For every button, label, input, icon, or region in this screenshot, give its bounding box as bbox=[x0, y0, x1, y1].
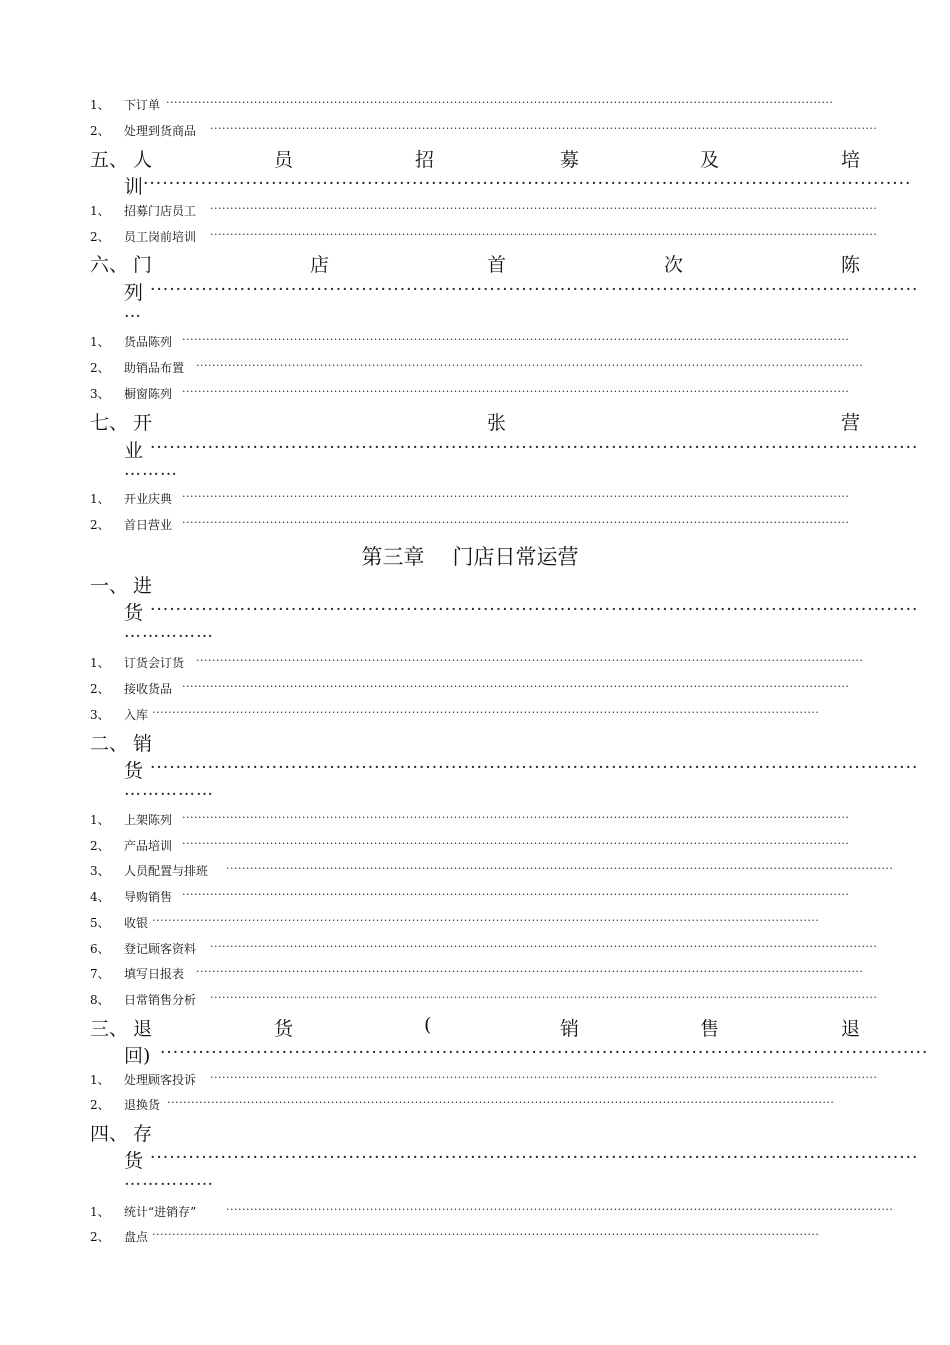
section-number: 二、 bbox=[90, 733, 129, 755]
toc-item bbox=[0, 1096, 950, 1114]
leader-dots: ······································································································································································· bbox=[166, 96, 834, 109]
heading-char: 培 bbox=[841, 149, 861, 171]
leader-dots: ······································································································································································· bbox=[196, 654, 864, 667]
item-label: 橱窗陈列 bbox=[124, 387, 173, 401]
section-number: 六、 bbox=[90, 254, 129, 276]
item-label: 下订单 bbox=[124, 98, 161, 112]
item-label: 日常销售分析 bbox=[124, 993, 197, 1007]
leader-dots-continued: … bbox=[124, 302, 142, 322]
chapter-number: 第三章 bbox=[361, 545, 425, 569]
toc-item bbox=[0, 1228, 950, 1246]
toc-item bbox=[0, 359, 950, 377]
heading-char: 次 bbox=[664, 254, 684, 276]
heading-char: 人 bbox=[133, 149, 153, 171]
item-number: 8、 bbox=[90, 993, 110, 1007]
heading-char: 及 bbox=[700, 149, 720, 171]
toc-item bbox=[0, 940, 950, 958]
toc-item bbox=[0, 516, 950, 534]
item-label: 上架陈列 bbox=[124, 813, 173, 827]
leader-dots: ························································································································ bbox=[150, 1148, 919, 1168]
leader-dots: ························································································································ bbox=[143, 174, 912, 194]
toc-item bbox=[0, 680, 950, 698]
toc-item bbox=[0, 811, 950, 829]
item-number: 1、 bbox=[90, 1205, 110, 1219]
item-label: 产品培训 bbox=[124, 839, 173, 853]
item-label: 助销品布置 bbox=[124, 361, 185, 375]
leader-dots-continued: …………… bbox=[124, 1170, 214, 1190]
item-number: 3、 bbox=[90, 864, 110, 878]
toc-item bbox=[0, 862, 950, 880]
item-label: 统计“进销存” bbox=[124, 1205, 197, 1219]
heading-char: 进 bbox=[133, 575, 153, 597]
section-number: 三、 bbox=[90, 1018, 129, 1040]
toc-item bbox=[0, 914, 950, 932]
toc-item bbox=[0, 490, 950, 508]
toc-item bbox=[0, 706, 950, 724]
heading-char: 销 bbox=[560, 1018, 580, 1040]
leader-dots: ······································································································································································· bbox=[226, 862, 894, 875]
leader-dots: ······································································································································································· bbox=[196, 965, 864, 978]
heading-char: 店 bbox=[310, 254, 330, 276]
leader-dots: ······································································································································································· bbox=[182, 837, 850, 850]
item-number: 2、 bbox=[90, 124, 110, 138]
leader-dots-continued: ……… bbox=[124, 460, 178, 480]
leader-dots: ······································································································································································· bbox=[182, 811, 850, 824]
item-label: 退换货 bbox=[124, 1098, 161, 1112]
heading-char: 陈 bbox=[841, 254, 861, 276]
leader-dots: ························································································································ bbox=[160, 1043, 929, 1063]
heading-char: 员 bbox=[274, 149, 294, 171]
heading-char: 售 bbox=[700, 1018, 720, 1040]
leader-dots: ······································································································································································· bbox=[210, 122, 878, 135]
item-number: 1、 bbox=[90, 335, 110, 349]
item-label: 招募门店员工 bbox=[124, 204, 197, 218]
item-number: 6、 bbox=[90, 942, 110, 956]
heading-char: 营 bbox=[841, 412, 861, 434]
leader-dots: ······································································································································································· bbox=[167, 1096, 835, 1109]
leader-dots: ······································································································································································· bbox=[182, 333, 850, 346]
heading-tail: 回) bbox=[124, 1045, 151, 1067]
toc-item bbox=[0, 991, 950, 1009]
heading-char: 货 bbox=[274, 1018, 294, 1040]
heading-char: 开 bbox=[133, 412, 153, 434]
leader-dots: ······································································································································································· bbox=[210, 228, 878, 241]
heading-char: ( bbox=[424, 1014, 432, 1036]
item-number: 2、 bbox=[90, 518, 110, 532]
leader-dots: ························································································································ bbox=[150, 280, 919, 300]
heading-tail: 货 bbox=[124, 602, 144, 624]
heading-char: 招 bbox=[415, 149, 435, 171]
item-label: 订货会订货 bbox=[124, 656, 185, 670]
leader-dots: ······································································································································································· bbox=[210, 202, 878, 215]
item-label: 入库 bbox=[124, 708, 149, 722]
chapter-name: 门店日常运营 bbox=[452, 545, 579, 569]
leader-dots: ······································································································································································· bbox=[152, 1228, 820, 1241]
item-number: 2、 bbox=[90, 1098, 110, 1112]
item-label: 接收货品 bbox=[124, 682, 173, 696]
item-label: 导购销售 bbox=[124, 890, 173, 904]
item-number: 3、 bbox=[90, 708, 110, 722]
leader-dots: ························································································································ bbox=[150, 600, 919, 620]
item-label: 处理到货商品 bbox=[124, 124, 197, 138]
section-number: 四、 bbox=[90, 1123, 129, 1145]
item-label: 处理顾客投诉 bbox=[124, 1073, 197, 1087]
item-number: 2、 bbox=[90, 839, 110, 853]
toc-item bbox=[0, 1071, 950, 1089]
item-label: 货品陈列 bbox=[124, 335, 173, 349]
heading-tail: 训 bbox=[124, 176, 144, 198]
leader-dots: ························································································································ bbox=[150, 438, 919, 458]
heading-char: 存 bbox=[133, 1123, 153, 1145]
toc-item bbox=[0, 122, 950, 140]
leader-dots: ······································································································································································· bbox=[226, 1203, 894, 1216]
heading-char: 首 bbox=[487, 254, 507, 276]
toc-item bbox=[0, 654, 950, 672]
item-label: 收银 bbox=[124, 916, 149, 930]
leader-dots: ······································································································································································· bbox=[182, 385, 850, 398]
item-label: 员工岗前培训 bbox=[124, 230, 197, 244]
toc-item bbox=[0, 965, 950, 983]
item-number: 1、 bbox=[90, 492, 110, 506]
item-number: 2、 bbox=[90, 361, 110, 375]
item-number: 4、 bbox=[90, 890, 110, 904]
heading-char: 退 bbox=[133, 1018, 153, 1040]
heading-tail: 业 bbox=[124, 440, 144, 462]
heading-tail: 列 bbox=[124, 282, 144, 304]
heading-char: 退 bbox=[841, 1018, 861, 1040]
item-label: 盘点 bbox=[124, 1230, 149, 1244]
section-number: 五、 bbox=[90, 149, 129, 171]
item-number: 1、 bbox=[90, 98, 110, 112]
item-number: 3、 bbox=[90, 387, 110, 401]
item-label: 开业庆典 bbox=[124, 492, 173, 506]
item-label: 首日营业 bbox=[124, 518, 173, 532]
heading-tail: 货 bbox=[124, 760, 144, 782]
leader-dots: ······································································································································································· bbox=[182, 680, 850, 693]
item-number: 1、 bbox=[90, 813, 110, 827]
item-number: 7、 bbox=[90, 967, 110, 981]
leader-dots-continued: …………… bbox=[124, 780, 214, 800]
item-number: 1、 bbox=[90, 1073, 110, 1087]
item-number: 2、 bbox=[90, 230, 110, 244]
leader-dots: ······································································································································································· bbox=[210, 991, 878, 1004]
item-number: 5、 bbox=[90, 916, 110, 930]
toc-item bbox=[0, 385, 950, 403]
toc-item bbox=[0, 888, 950, 906]
item-number: 2、 bbox=[90, 682, 110, 696]
leader-dots: ······································································································································································· bbox=[210, 940, 878, 953]
heading-char: 门 bbox=[133, 254, 153, 276]
leader-dots: ························································································································ bbox=[150, 758, 919, 778]
leader-dots: ······································································································································································· bbox=[196, 359, 864, 372]
leader-dots: ······································································································································································· bbox=[152, 914, 820, 927]
heading-char: 销 bbox=[133, 733, 153, 755]
section-number: 一、 bbox=[90, 575, 129, 597]
item-label: 填写日报表 bbox=[124, 967, 185, 981]
heading-char: 募 bbox=[560, 149, 580, 171]
leader-dots: ······································································································································································· bbox=[182, 888, 850, 901]
toc-item bbox=[0, 228, 950, 246]
item-number: 1、 bbox=[90, 656, 110, 670]
leader-dots-continued: …………… bbox=[124, 622, 214, 642]
leader-dots: ······································································································································································· bbox=[182, 516, 850, 529]
leader-dots: ······································································································································································· bbox=[210, 1071, 878, 1084]
toc-item bbox=[0, 1203, 950, 1221]
toc-item bbox=[0, 202, 950, 220]
heading-char: 张 bbox=[487, 412, 507, 434]
toc-item bbox=[0, 96, 950, 114]
item-number: 1、 bbox=[90, 204, 110, 218]
item-number: 2、 bbox=[90, 1230, 110, 1244]
section-number: 七、 bbox=[90, 412, 129, 434]
chapter-title bbox=[0, 541, 940, 571]
toc-item bbox=[0, 837, 950, 855]
leader-dots: ······································································································································································· bbox=[152, 706, 820, 719]
item-label: 登记顾客资料 bbox=[124, 942, 197, 956]
toc-item bbox=[0, 333, 950, 351]
heading-tail: 货 bbox=[124, 1150, 144, 1172]
leader-dots: ······································································································································································· bbox=[182, 490, 850, 503]
item-label: 人员配置与排班 bbox=[124, 864, 209, 878]
